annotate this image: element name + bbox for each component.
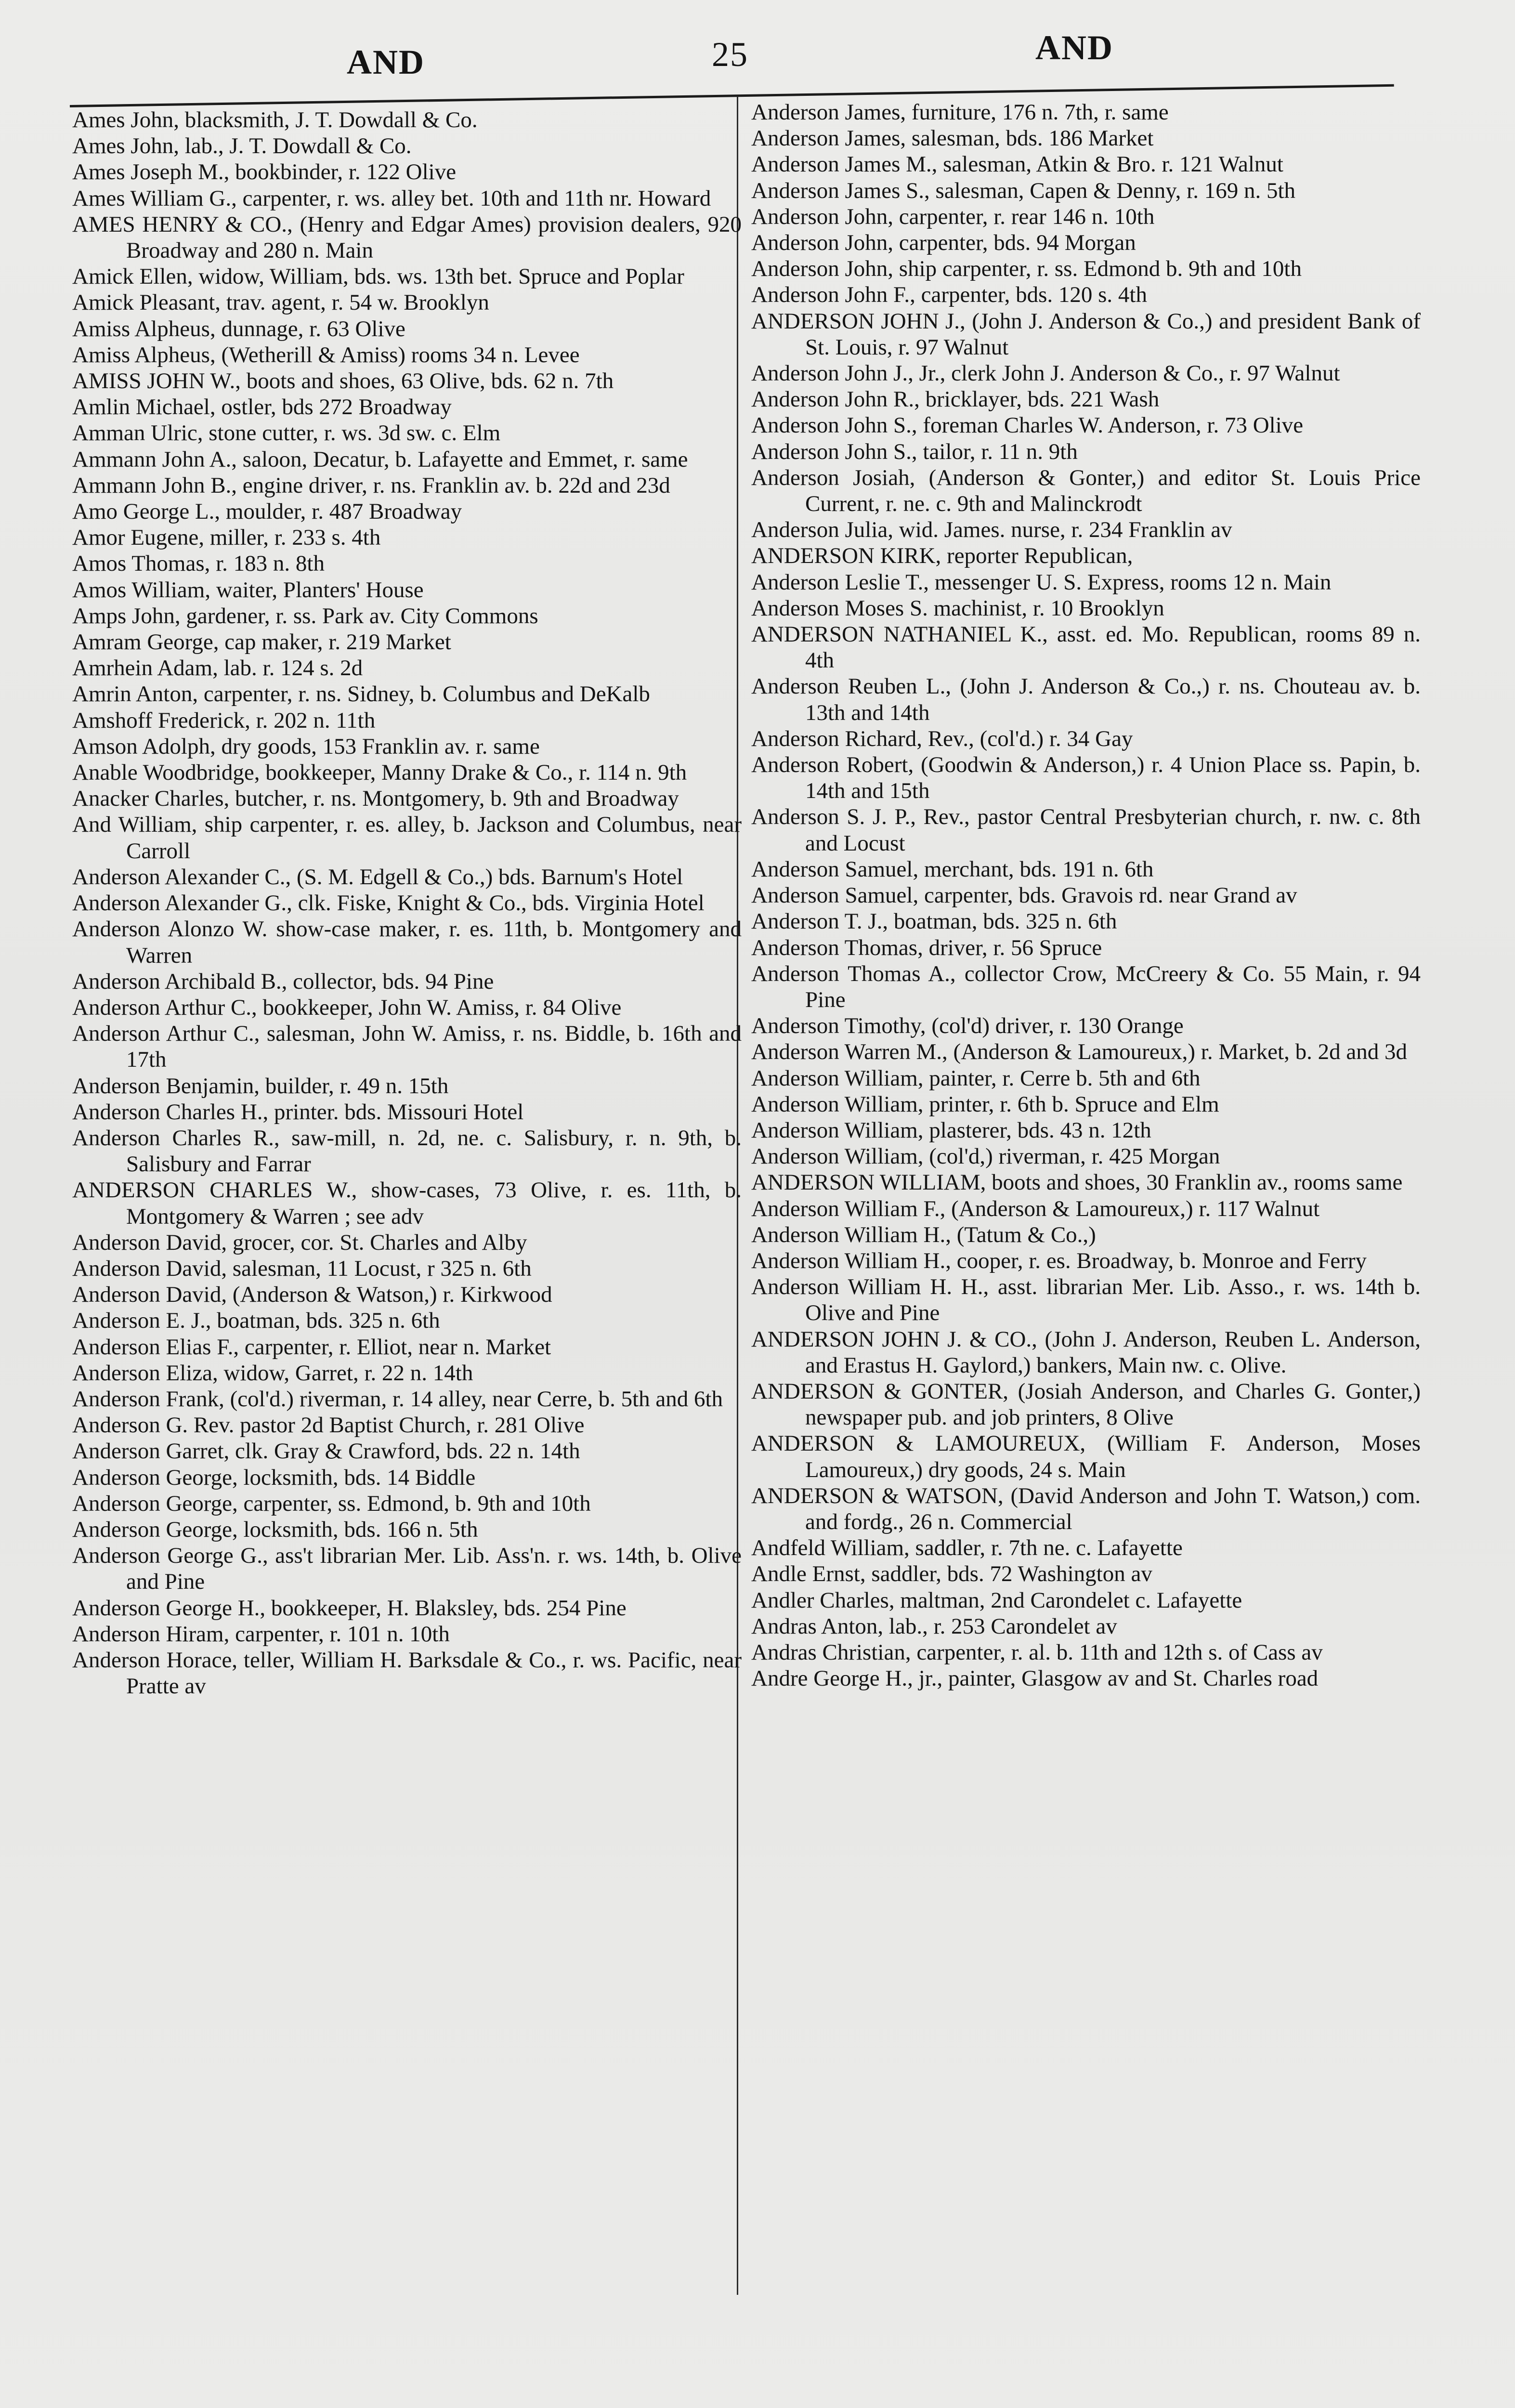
directory-entry: Anderson David, grocer, cor. St. Charles and Alby [72, 1230, 527, 1255]
directory-entry: Ammann John B., engine driver, r. ns. Franklin av. b. 22d and 23d [72, 472, 670, 498]
directory-entry: Amram George, cap maker, r. 219 Market [72, 629, 451, 655]
page-number: 25 [712, 35, 748, 74]
directory-entry: Ames John, lab., J. T. Dowdall & Co. [72, 133, 412, 159]
directory-entry: ANDERSON & WATSON, (David Anderson and John T. Watson,) com. and fordg., 26 n. Commercial [751, 1483, 1421, 1534]
left-guide-word: AND [347, 43, 425, 81]
directory-entry: Anderson William H. H., asst. librarian Mer. Lib. Asso., r. ws. 14th b. Olive and Pine [751, 1274, 1421, 1326]
directory-entry: Anderson Alexander G., clk. Fiske, Knight & Co., bds. Virginia Hotel [72, 890, 705, 916]
directory-entry: Ammann John A., saloon, Decatur, b. Lafayette and Emmet, r. same [72, 446, 688, 472]
directory-entry: Amick Pleasant, trav. agent, r. 54 w. Brooklyn [72, 290, 489, 315]
directory-entry: Amman Ulric, stone cutter, r. ws. 3d sw. c. Elm [72, 420, 501, 446]
directory-entry: Anderson Arthur C., salesman, John W. Amiss, r. ns. Biddle, b. 16th and 17th [72, 1021, 742, 1073]
directory-entry: Ames William G., carpenter, r. ws. alley bet. 10th and 11th nr. Howard [72, 185, 711, 211]
directory-entry: ANDERSON JOHN J. & CO., (John J. Anderson, Reuben L. Anderson, and Erastus H. Gaylord,) bankers, Main nw. c. Olive. [751, 1326, 1421, 1378]
directory-entry: Anderson George, carpenter, ss. Edmond, b. 9th and 10th [72, 1491, 591, 1516]
directory-entry: And William, ship carpenter, r. es. alley, b. Jackson and Columbus, near Carroll [72, 812, 742, 864]
directory-entry: Anderson Josiah, (Anderson & Gonter,) and editor St. Louis Price Current, r. ne. c. 9th and Malinckrodt [751, 465, 1421, 517]
directory-entry: Anderson Timothy, (col'd) driver, r. 130 Orange [751, 1013, 1184, 1039]
directory-entry: ANDERSON JOHN J., (John J. Anderson & Co.,) and president Bank of St. Louis, r. 97 Walnut [751, 308, 1421, 360]
directory-entry: Anderson E. J., boatman, bds. 325 n. 6th [72, 1308, 440, 1334]
directory-entry: Anderson Hiram, carpenter, r. 101 n. 10th [72, 1621, 450, 1647]
directory-entry: Anderson George, locksmith, bds. 14 Biddle [72, 1465, 476, 1490]
directory-entry: Amrhein Adam, lab. r. 124 s. 2d [72, 655, 363, 681]
directory-entry: Anderson Arthur C., bookkeeper, John W. Amiss, r. 84 Olive [72, 995, 622, 1020]
directory-entry: Anderson John, ship carpenter, r. ss. Edmond b. 9th and 10th [751, 256, 1302, 282]
directory-entry: Anderson Reuben L., (John J. Anderson & Co.,) r. ns. Chouteau av. b. 13th and 14th [751, 674, 1421, 725]
directory-entry: ANDERSON & LAMOUREUX, (William F. Anderson, Moses Lamoureux,) dry goods, 24 s. Main [751, 1431, 1421, 1482]
directory-entry: Anderson James M., salesman, Atkin & Bro. r. 121 Walnut [751, 152, 1283, 177]
directory-entry: Amo George L., moulder, r. 487 Broadway [72, 499, 462, 524]
directory-entry: Amrin Anton, carpenter, r. ns. Sidney, b. Columbus and DeKalb [72, 681, 650, 707]
directory-entry: Anderson James, salesman, bds. 186 Market [751, 126, 1154, 151]
directory-entry: Anderson T. J., boatman, bds. 325 n. 6th [751, 909, 1117, 934]
directory-entry: Anderson Leslie T., messenger U. S. Express, rooms 12 n. Main [751, 569, 1332, 595]
directory-entry: Anderson John J., Jr., clerk John J. Anderson & Co., r. 97 Walnut [751, 361, 1340, 386]
directory-entry: Anderson Thomas A., collector Crow, McCreery & Co. 55 Main, r. 94 Pine [751, 961, 1421, 1012]
directory-entry: Anderson Eliza, widow, Garret, r. 22 n. 14th [72, 1360, 473, 1386]
directory-entry: Amick Ellen, widow, William, bds. ws. 13th bet. Spruce and Poplar [72, 264, 684, 289]
directory-entry: ANDERSON WILLIAM, boots and shoes, 30 Franklin av., rooms same [751, 1170, 1403, 1195]
directory-entry: Anderson William, printer, r. 6th b. Spruce and Elm [751, 1091, 1219, 1117]
directory-entry: ANDERSON & GONTER, (Josiah Anderson, and Charles G. Gonter,) newspaper pub. and job printers, 8 Olive [751, 1378, 1421, 1430]
directory-entry: Anderson William H., (Tatum & Co.,) [751, 1222, 1096, 1247]
directory-entry: Anderson David, salesman, 11 Locust, r 325 n. 6th [72, 1256, 532, 1281]
directory-entry: Anderson Warren M., (Anderson & Lamoureux,) r. Market, b. 2d and 3d [751, 1039, 1407, 1065]
directory-entry: AMES HENRY & CO., (Henry and Edgar Ames) provision dealers, 920 Broadway and 280 n. Main [72, 211, 742, 263]
directory-entry: AMISS JOHN W., boots and shoes, 63 Olive, bds. 62 n. 7th [72, 368, 614, 394]
directory-entry: Ames Joseph M., bookbinder, r. 122 Olive [72, 159, 457, 185]
directory-entry: Anderson Samuel, carpenter, bds. Gravois rd. near Grand av [751, 883, 1297, 908]
directory-entry: Amiss Alpheus, dunnage, r. 63 Olive [72, 316, 405, 341]
directory-entry: Andle Ernst, saddler, bds. 72 Washington av [751, 1561, 1152, 1587]
directory-entry: Anderson John S., tailor, r. 11 n. 9th [751, 439, 1078, 464]
directory-entry: ANDERSON NATHANIEL K., asst. ed. Mo. Republican, rooms 89 n. 4th [751, 622, 1421, 673]
directory-entry: Amos Thomas, r. 183 n. 8th [72, 551, 325, 576]
directory-entry: ANDERSON KIRK, reporter Republican, [751, 543, 1133, 569]
directory-entry: Anderson John R., bricklayer, bds. 221 Wash [751, 387, 1160, 412]
directory-entry: Andras Anton, lab., r. 253 Carondelet av [751, 1613, 1117, 1639]
directory-entry: Anderson Robert, (Goodwin & Anderson,) r. 4 Union Place ss. Papin, b. 14th and 15th [751, 752, 1421, 804]
directory-entry: Anderson Richard, Rev., (col'd.) r. 34 Gay [751, 726, 1133, 751]
directory-entry: Amlin Michael, ostler, bds 272 Broadway [72, 394, 452, 420]
directory-entry: Anacker Charles, butcher, r. ns. Montgomery, b. 9th and Broadway [72, 786, 679, 811]
directory-entry: Anderson William, (col'd,) riverman, r. 425 Morgan [751, 1144, 1220, 1169]
directory-entry: Anderson George G., ass't librarian Mer. Lib. Ass'n. r. ws. 14th, b. Olive and Pine [72, 1543, 742, 1595]
directory-entry: ANDERSON CHARLES W., show-cases, 73 Olive, r. es. 11th, b. Montgomery & Warren ; see adv [72, 1178, 742, 1229]
directory-entry: Anderson Charles R., saw-mill, n. 2d, ne. c. Salisbury, r. n. 9th, b. Salisbury and Farrar [72, 1125, 742, 1177]
directory-entry: Anderson William F., (Anderson & Lamoureux,) r. 117 Walnut [751, 1196, 1320, 1221]
directory-entry: Anderson John F., carpenter, bds. 120 s. 4th [751, 282, 1147, 308]
directory-entry: Anderson Julia, wid. James. nurse, r. 234 Franklin av [751, 517, 1232, 543]
directory-entry: Anderson Archibald B., collector, bds. 94 Pine [72, 968, 494, 994]
directory-entry: Anderson John S., foreman Charles W. Anderson, r. 73 Olive [751, 413, 1304, 438]
directory-entry: Anderson S. J. P., Rev., pastor Central Presbyterian church, r. nw. c. 8th and Locust [751, 804, 1421, 856]
directory-entry: Anderson Benjamin, builder, r. 49 n. 15th [72, 1073, 449, 1099]
directory-entry: Amshoff Frederick, r. 202 n. 11th [72, 707, 376, 733]
directory-entry: Anderson Charles H., printer. bds. Missouri Hotel [72, 1099, 524, 1125]
directory-entry: Anderson John, carpenter, bds. 94 Morgan [751, 230, 1136, 256]
directory-entry: Anderson Horace, teller, William H. Barksdale & Co., r. ws. Pacific, near Pratte av [72, 1647, 742, 1699]
directory-entry: Anderson Elias F., carpenter, r. Elliot, near n. Market [72, 1334, 551, 1360]
directory-entry: Anderson James, furniture, 176 n. 7th, r. same [751, 100, 1169, 125]
directory-entry: Anderson James S., salesman, Capen & Denny, r. 169 n. 5th [751, 178, 1296, 203]
directory-entry: Amor Eugene, miller, r. 233 s. 4th [72, 525, 381, 550]
directory-entry: Anable Woodbridge, bookkeeper, Manny Drake & Co., r. 114 n. 9th [72, 760, 687, 785]
directory-entry: Anderson Alexander C., (S. M. Edgell & Co.,) bds. Barnum's Hotel [72, 864, 683, 890]
right-guide-word: AND [1035, 28, 1113, 67]
directory-entry: Andre George H., jr., painter, Glasgow av and St. Charles road [751, 1666, 1319, 1691]
directory-entry: Anderson David, (Anderson & Watson,) r. Kirkwood [72, 1282, 552, 1308]
directory-entry: Amps John, gardener, r. ss. Park av. City Commons [72, 603, 538, 628]
directory-entry: Amos William, waiter, Planters' House [72, 577, 424, 602]
directory-entry: Ames John, blacksmith, J. T. Dowdall & Co. [72, 107, 478, 132]
left-column [72, 107, 742, 1699]
directory-entry: Anderson Moses S. machinist, r. 10 Brooklyn [751, 595, 1164, 621]
directory-entry: Anderson G. Rev. pastor 2d Baptist Church, r. 281 Olive [72, 1413, 585, 1438]
directory-entry: Amson Adolph, dry goods, 153 Franklin av. r. same [72, 733, 540, 759]
directory-entry: Anderson George, locksmith, bds. 166 n. 5th [72, 1517, 478, 1542]
directory-entry: Anderson William, painter, r. Cerre b. 5th and 6th [751, 1065, 1201, 1091]
directory-entry: Anderson Samuel, merchant, bds. 191 n. 6th [751, 856, 1154, 882]
directory-entry: Anderson George H., bookkeeper, H. Blaksley, bds. 254 Pine [72, 1595, 627, 1621]
directory-entry: Andras Christian, carpenter, r. al. b. 11th and 12th s. of Cass av [751, 1639, 1323, 1665]
directory-entry: Anderson William, plasterer, bds. 43 n. 12th [751, 1117, 1151, 1143]
directory-entry: Anderson John, carpenter, r. rear 146 n. 10th [751, 204, 1155, 229]
directory-entry: Anderson Frank, (col'd.) riverman, r. 14 alley, near Cerre, b. 5th and 6th [72, 1386, 723, 1412]
directory-entry: Anderson Alonzo W. show-case maker, r. es. 11th, b. Montgomery and Warren [72, 916, 742, 968]
directory-entry: Amiss Alpheus, (Wetherill & Amiss) rooms 34 n. Levee [72, 342, 580, 367]
directory-entry: Andfeld William, saddler, r. 7th ne. c. Lafayette [751, 1535, 1183, 1561]
directory-entry: Anderson Garret, clk. Gray & Crawford, bds. 22 n. 14th [72, 1439, 580, 1464]
right-column [751, 99, 1421, 1691]
directory-entry: Andler Charles, maltman, 2nd Carondelet c. Lafayette [751, 1587, 1242, 1613]
directory-entry: Anderson Thomas, driver, r. 56 Spruce [751, 935, 1102, 960]
directory-entry: Anderson William H., cooper, r. es. Broadway, b. Monroe and Ferry [751, 1248, 1367, 1273]
